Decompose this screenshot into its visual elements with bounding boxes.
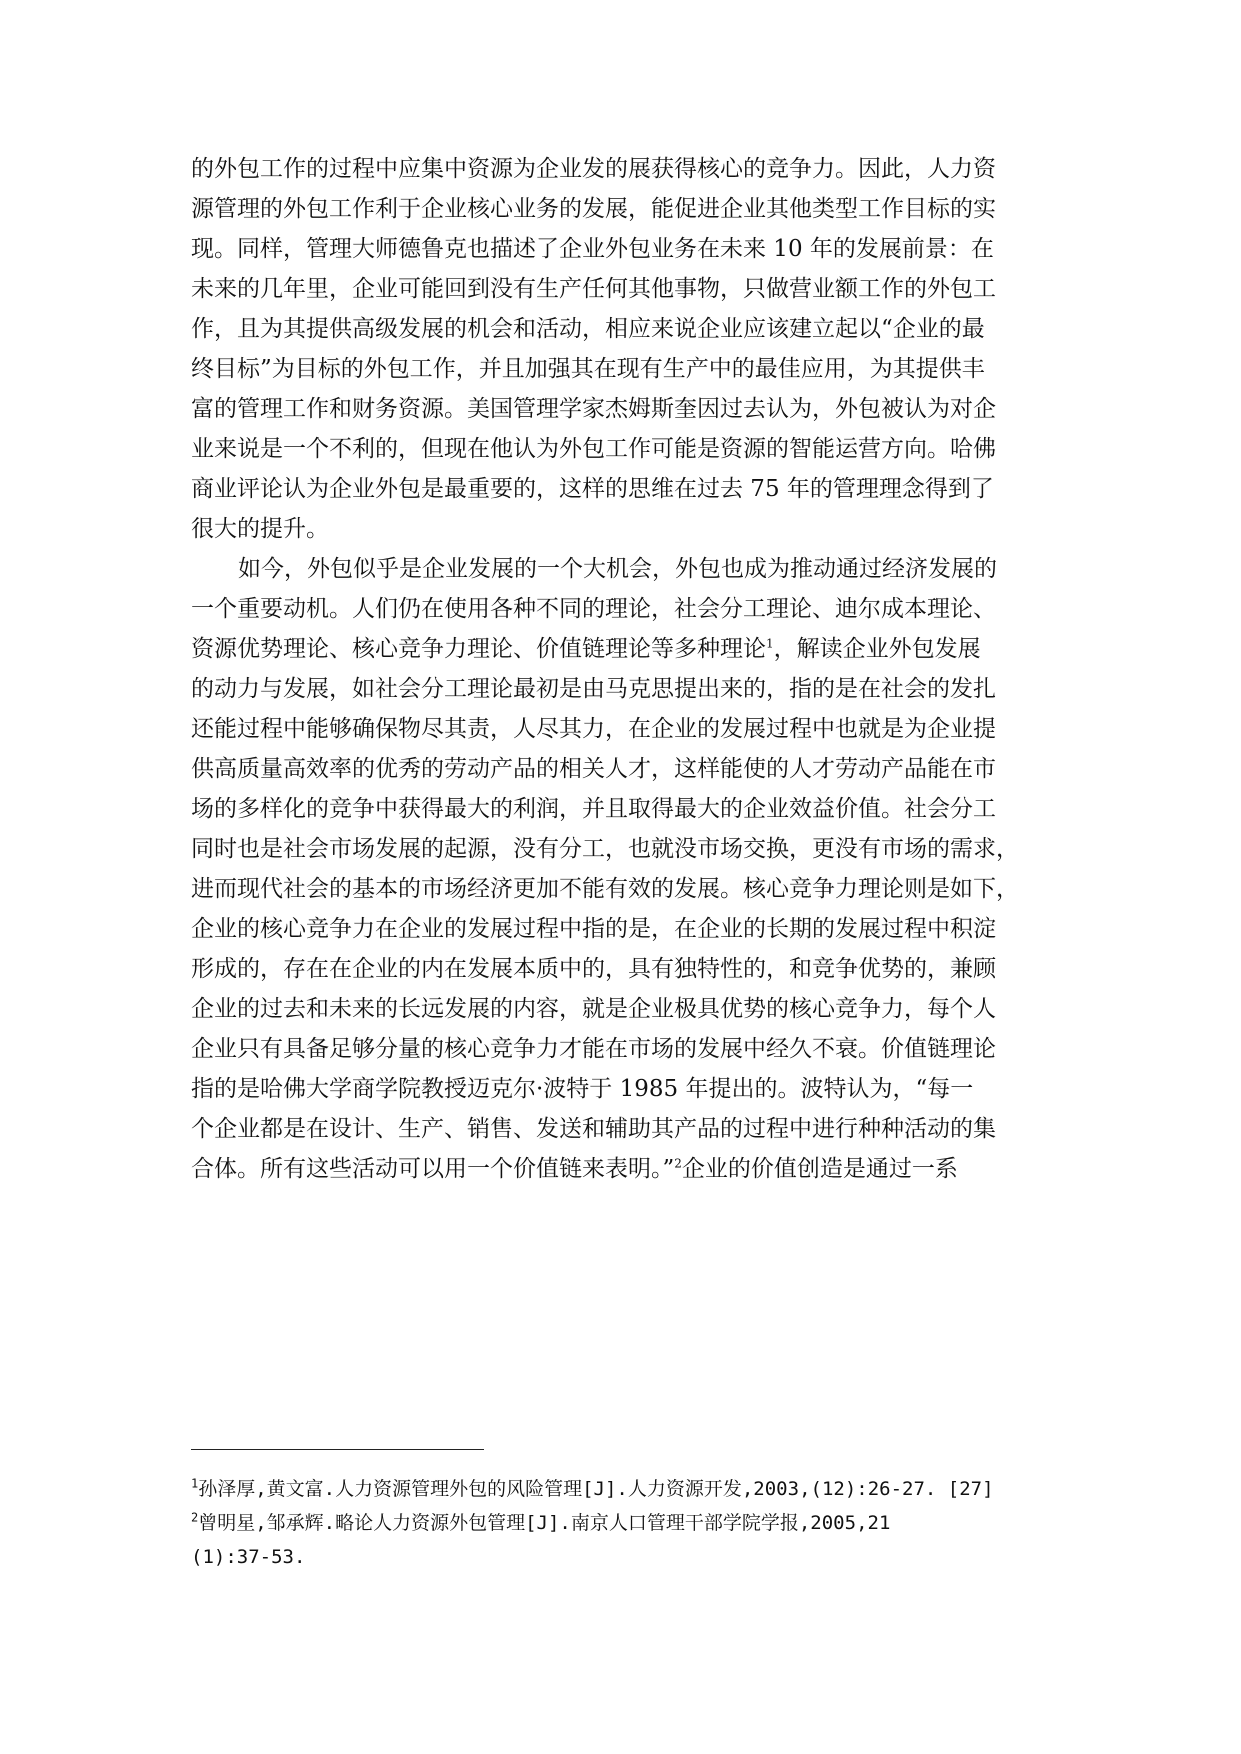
text-segment: ，解读企业外包发展 — [773, 636, 981, 662]
text-line: 现。同样，管理大师德鲁克也描述了企业外包业务在未来 10 年的发展前景：在 — [191, 236, 994, 262]
text-line: 一个重要动机。人们仍在使用各种不同的理论，社会分工理论、迪尔成本理论、 — [191, 596, 996, 622]
footnote-2 — [191, 1506, 1061, 1540]
text-line: 商业评论认为企业外包是最重要的，这样的思维在过去 75 年的管理理念得到了 — [191, 476, 994, 502]
paragraph-2 — [191, 549, 1052, 1189]
text-line: 场的多样化的竞争中获得最大的利润，并且取得最大的企业效益价值。社会分工 — [191, 796, 996, 822]
text-line: 指的是哈佛大学商学院教授迈克尔·波特于 1985 年提出的。波特认为，“每一 — [191, 1076, 974, 1102]
text-line: 企业的核心竞争力在企业的发展过程中指的是，在企业的长期的发展过程中积淀 — [191, 916, 996, 942]
text-segment: 企业的价值创造是通过一系 — [681, 1156, 958, 1182]
text-line: 很大的提升。 — [191, 516, 329, 542]
footnote-number: 2 — [191, 1510, 199, 1525]
text-segment: 资源优势理论、核心竞争力理论、价值链理论等多种理论 — [191, 636, 766, 662]
footnote-1 — [191, 1472, 1061, 1506]
text-line: 源管理的外包工作利于企业核心业务的发展，能促进企业其他类型工作目标的实 — [191, 196, 996, 222]
text-line: 进而现代社会的基本的市场经济更加不能有效的发展。核心竞争力理论则是如下， — [191, 876, 1019, 902]
text-line: 企业的过去和未来的长远发展的内容，就是企业极具优势的核心竞争力，每个人 — [191, 996, 996, 1022]
text-line: 终目标”为目标的外包工作，并且加强其在现有生产中的最佳应用，为其提供丰 — [191, 356, 985, 382]
text-line: 供高质量高效率的优秀的劳动产品的相关人才，这样能使的人才劳动产品能在市 — [191, 756, 996, 782]
text-line: 个企业都是在设计、生产、销售、发送和辅助其产品的过程中进行种种活动的集 — [191, 1116, 996, 1142]
text-line: 的外包工作的过程中应集中资源为企业发的展获得核心的竞争力。因此，人力资 — [191, 156, 996, 182]
footnote-separator — [191, 1449, 484, 1450]
body-text — [191, 149, 1052, 1189]
footnote-number: 1 — [191, 1476, 199, 1491]
text-segment: 合体。所有这些活动可以用一个价值链来表明。” — [191, 1156, 675, 1182]
text-line: 同时也是社会市场发展的起源，没有分工，也就没市场交换，更没有市场的需求， — [191, 836, 1019, 862]
text-line: 形成的，存在在企业的内在发展本质中的，具有独特性的，和竞争优势的，兼顾 — [191, 956, 996, 982]
footnote-ref-1[interactable]: 1 — [766, 636, 774, 651]
paragraph-1 — [191, 149, 1052, 549]
text-line: 的动力与发展，如社会分工理论最初是由马克思提出来的，指的是在社会的发扎 — [191, 676, 996, 702]
text-line: 作，且为其提供高级发展的机会和活动，相应来说企业应该建立起以“企业的最 — [191, 316, 985, 342]
text-line: 如今，外包似乎是企业发展的一个大机会，外包也成为推动通过经济发展的 — [238, 556, 997, 582]
text-line — [191, 1149, 1052, 1189]
footnote-2-continued: (1):37-53. — [191, 1546, 306, 1568]
text-line: 还能过程中能够确保物尽其责，人尽其力，在企业的发展过程中也就是为企业提 — [191, 716, 996, 742]
text-line: 企业只有具备足够分量的核心竞争力才能在市场的发展中经久不衰。价值链理论 — [191, 1036, 996, 1062]
footnotes — [191, 1472, 1061, 1574]
footnote-text: 孙泽厚,黄文富.人力资源管理外包的风险管理[J].人力资源开发,2003,(12):26-27. [27] — [198, 1478, 994, 1500]
text-line: 未来的几年里，企业可能回到没有生产任何其他事物，只做营业额工作的外包工 — [191, 276, 996, 302]
text-line — [191, 629, 1052, 669]
footnote-text: 曾明星,邹承辉.略论人力资源外包管理[J].南京人口管理干部学院学报,2005,21 — [198, 1512, 891, 1534]
text-line: 业来说是一个不利的，但现在他认为外包工作可能是资源的智能运营方向。哈佛 — [191, 436, 996, 462]
text-line: 富的管理工作和财务资源。美国管理学家杰姆斯奎因过去认为，外包被认为对企 — [191, 396, 996, 422]
footnote-ref-2[interactable]: 2 — [674, 1156, 682, 1171]
